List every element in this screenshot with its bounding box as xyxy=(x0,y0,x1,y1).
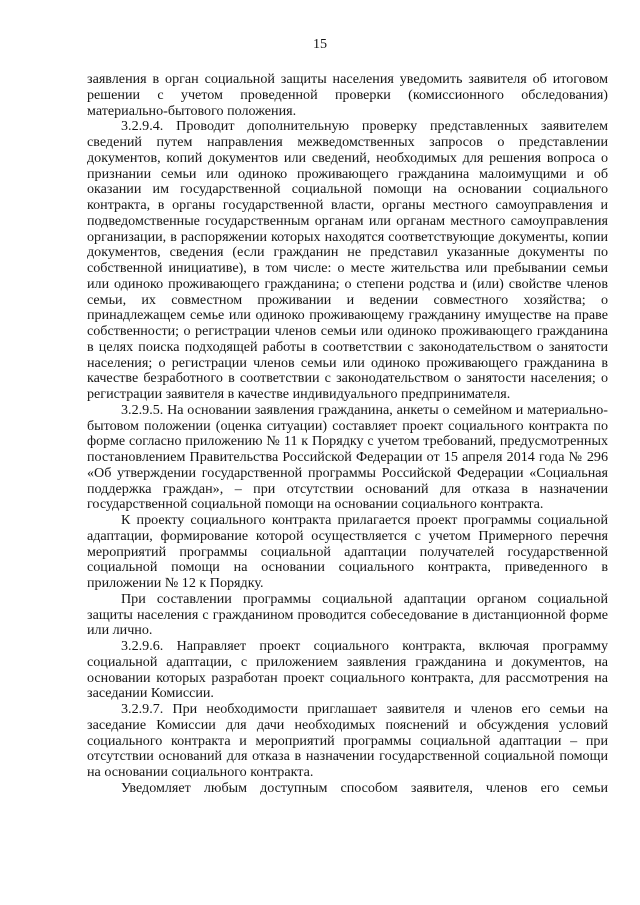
paragraph-3-2-9-4: 3.2.9.4. Проводит дополнительную проверку представленных заявителем сведений путем направления межведомственных запросов о представлении документов, копий документов или сведений, необходимых для решения вопроса о признании семьи или одиноко проживающего гражданина малоимущими и об оказании им государственной социальной помощи на основании социального контракта, в органы государственной власти, органы местного самоуправления и подведомственные государственным органам или органам местного самоуправления организации, в распоряжении которых находятся соответствующие документы, копии документов, сведения (если гражданин не представил указанные документы по собственной инициативе), в том числе: о месте жительства или пребывании семьи или одиноко проживающего гражданина; о степени родства и (или) свойстве членов семьи, их совместном проживании и ведении совместного хозяйства; о принадлежащем семье или одиноко проживающему гражданину имуществе на праве собственности; о регистрации членов семьи или одиноко проживающего гражданина в целях поиска подходящей работы в соответствии с законодательством о занятости населения; о регистрации членов семьи или одиноко проживающего гражданина в качестве безработного в соответствии с законодательством о занятости населения; о регистрации заявителя в качестве индивидуального предпринимателя. xyxy=(87,118,608,402)
paragraph-interview: При составлении программы социальной адаптации органом социальной защиты населения с гражданином проводится собеседование в дистанционной форме или лично. xyxy=(87,590,608,639)
page-number: 15 xyxy=(312,36,328,52)
paragraph-continuation: заявления в орган социальной защиты населения уведомить заявителя об итоговом решении с учетом проведенной проверки (комиссионного обследования) материально-бытового положения. xyxy=(87,71,608,119)
paragraph-notification: Уведомляет любым доступным способом заявителя, членов его семьи xyxy=(121,779,608,796)
paragraph-3-2-9-7: 3.2.9.7. При необходимости приглашает заявителя и членов его семьи на заседание Комиссии для дачи необходимых пояснений и обсуждения условий социального контракта и мероприятий программы социальной адаптации – при отсутствии оснований для отказа в назначении государственной социальной помощи на основании социального контракта. xyxy=(87,701,608,780)
paragraph-3-2-9-6: 3.2.9.6. Направляет проект социального контракта, включая программу социальной адаптации, с приложением заявления гражданина и документов, на основании которых разработан проект социального контракта, для рассмотрения на заседании Комиссии. xyxy=(87,638,608,702)
document-body xyxy=(87,72,608,797)
paragraph-3-2-9-5: 3.2.9.5. На основании заявления гражданина, анкеты о семейном и материально-бытовом положении (оценка ситуации) составляет проект социального контракта по форме согласно приложению № 11 к Порядку с учетом требований, предусмотренных постановлением Правительства Российской Федерации от 15 апреля 2014 года № 296 «Об утверждении государственной программы Российской Федерации «Социальная поддержка граждан», – при отсутствии оснований для отказа в назначении государственной социальной помощи на основании социального контракта. xyxy=(87,401,608,513)
paragraph-program-attachment: К проекту социального контракта прилагается проект программы социальной адаптации, формирование которой осуществляется с учетом Примерного перечня мероприятий программы социальной адаптации получателей государственной социальной помощи на основании социального контракта, приведенного в приложении № 12 к Порядку. xyxy=(87,512,608,591)
